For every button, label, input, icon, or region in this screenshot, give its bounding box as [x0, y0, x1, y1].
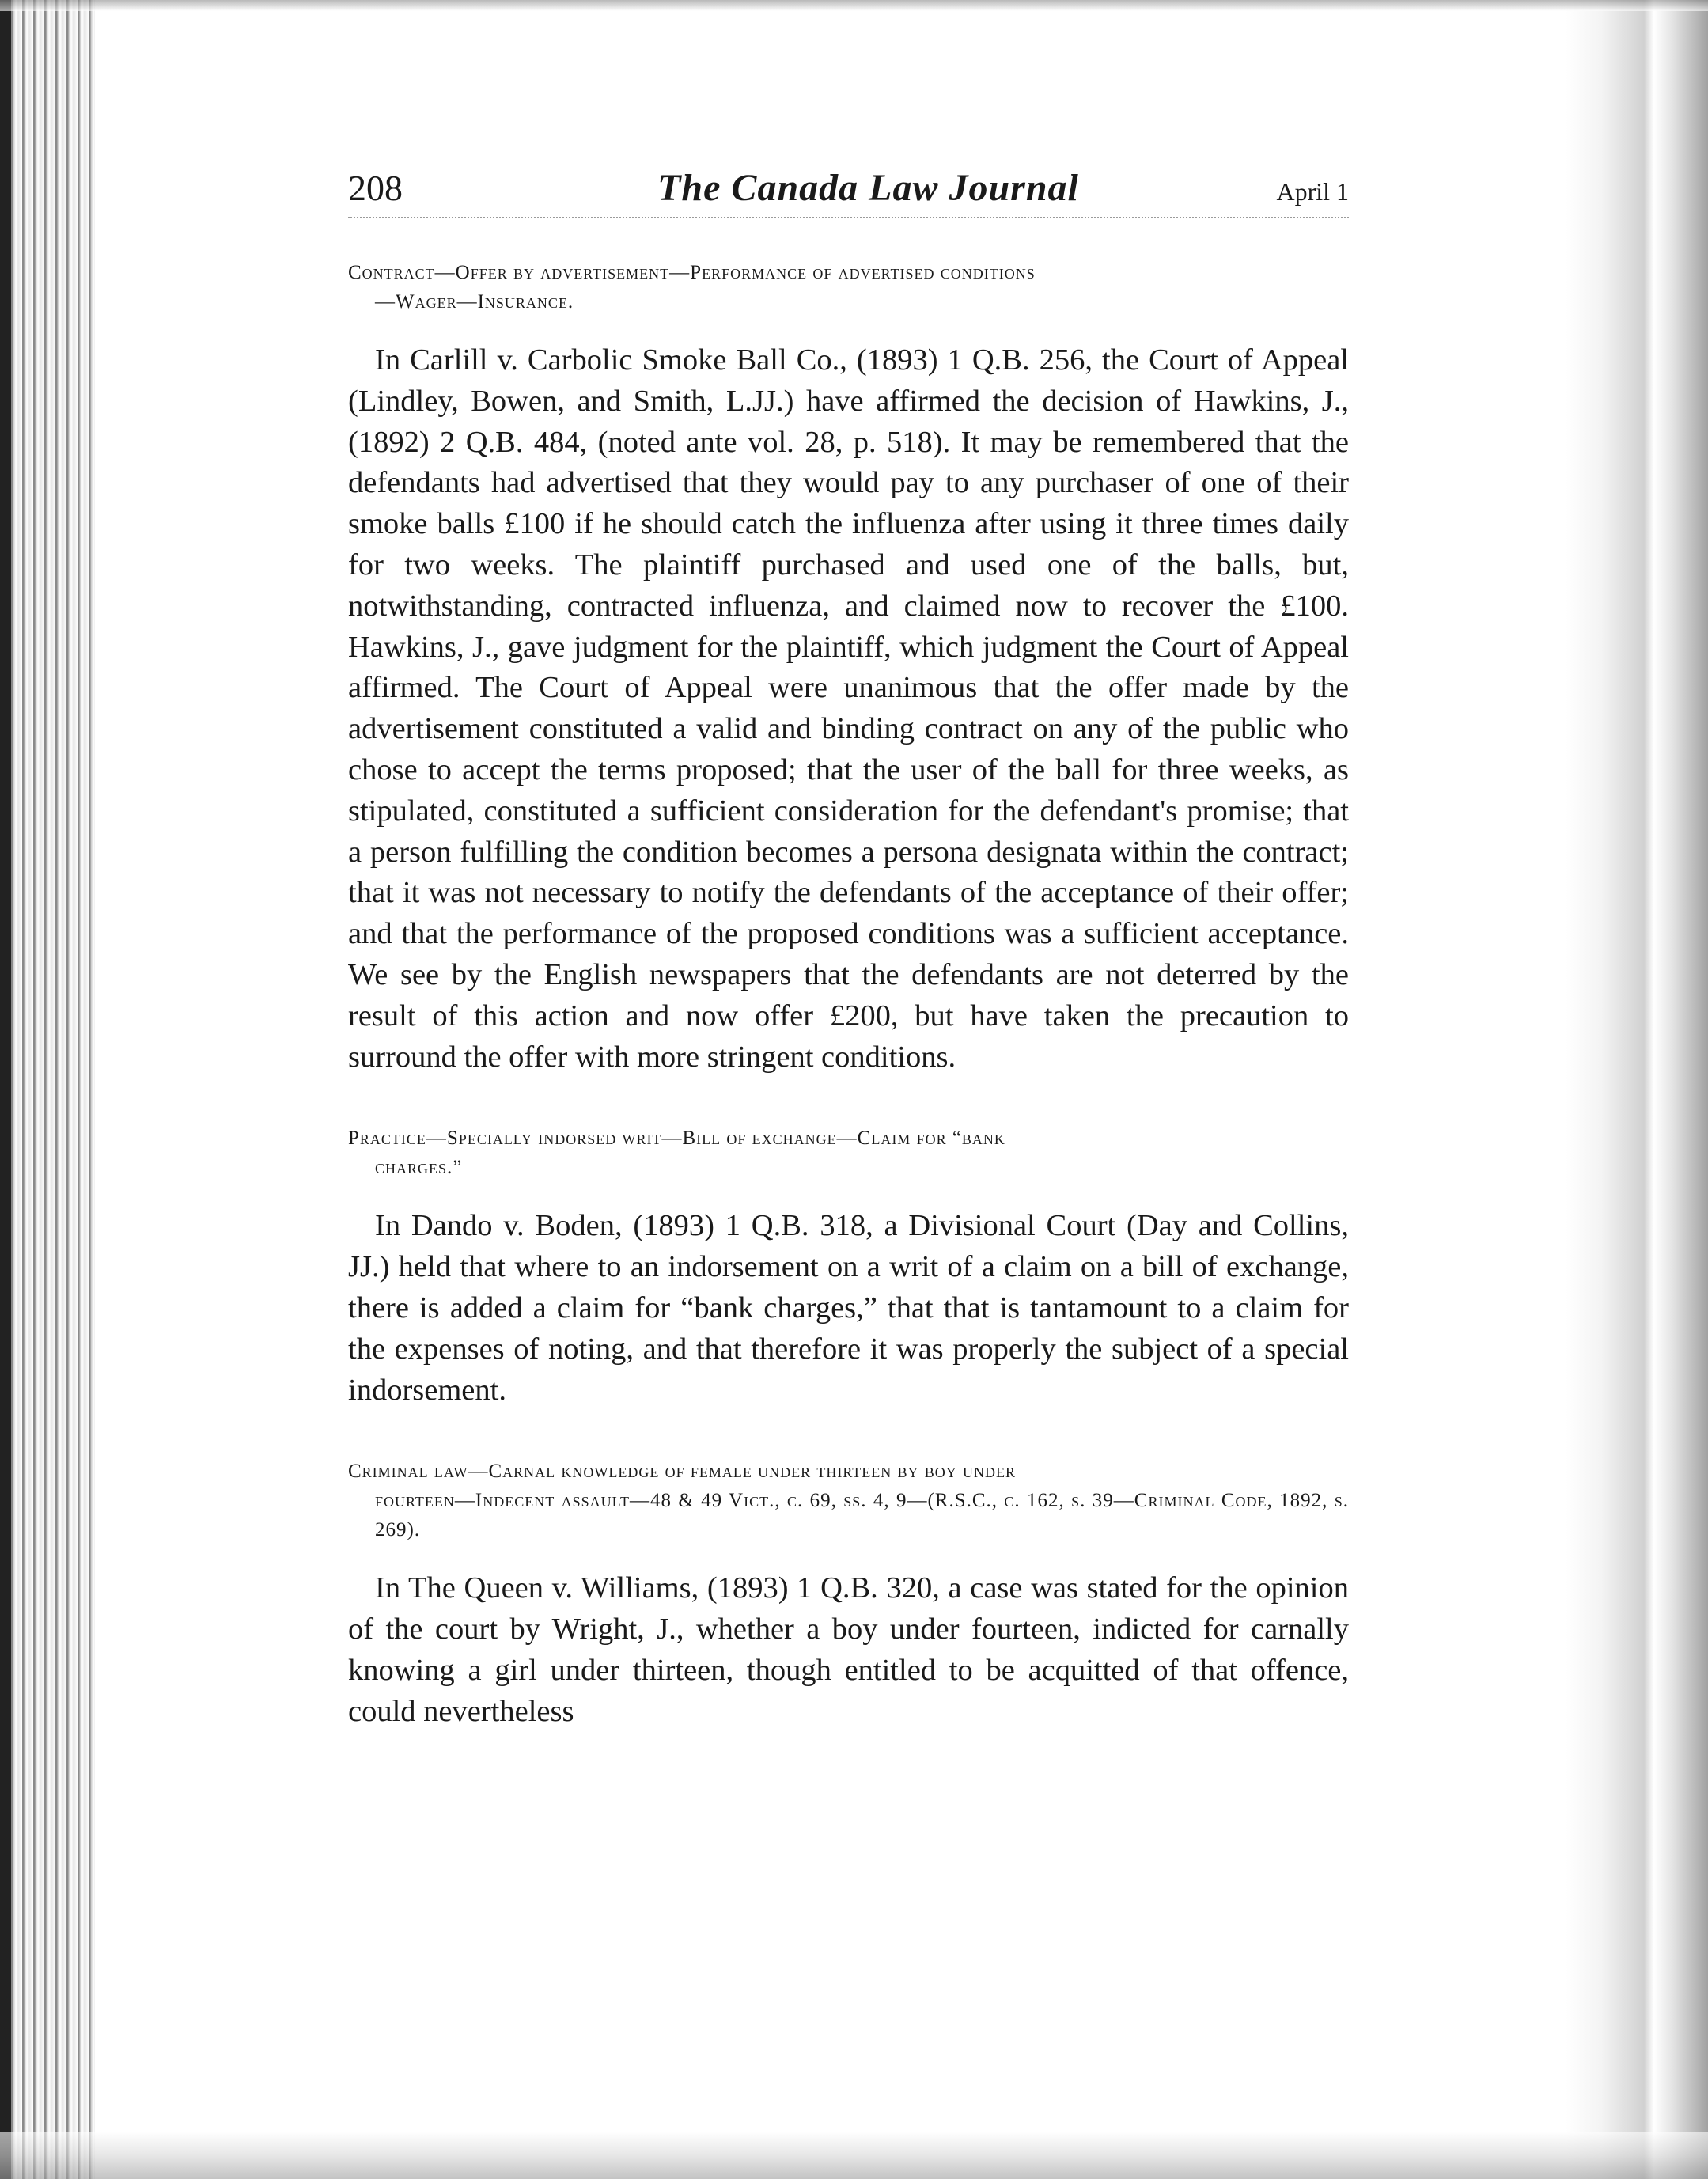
journal-title: The Canada Law Journal	[657, 167, 1079, 209]
section-paragraph: In Carlill v. Carbolic Smoke Ball Co., (1893) 1 Q.B. 256, the Court of Appeal (Lindley, Bowen, and Smith, L.JJ.) have affirmed the decision of Hawkins, J., (1892) 2 Q.B. 484, (noted ante vol. 28, p. 518). It may be remembered that the defendants had advertised that they would pay to any purchaser of one of their smoke balls £100 if he should catch the influenza after using it three times daily for two weeks. The plaintiff purchased and used one of the balls, but, notwithstanding, contracted influenza, and claimed now to recover the £100. Hawkins, J., gave judgment for the plaintiff, which judgment the Court of Appeal affirmed. The Court of Appeal were unanimous that the offer made by the advertisement constituted a valid and binding contract on any of the public who chose to accept the terms proposed; that the user of the ball for three weeks, as stipulated, constituted a sufficient consideration for the defendant's promise; that a person fulfilling the condition becomes a persona designata within the contract; that it was not necessary to notify the defendants of the acceptance of their offer; and that the performance of the proposed conditions was a sufficient acceptance. We see by the English newspapers that the defendants are not deterred by the result of this action and now offer £200, but have taken the precaution to surround the offer with more stringent conditions.	[348, 343, 1349, 1074]
scan-edge-left	[0, 0, 95, 2179]
scan-edge-right	[1566, 0, 1708, 2179]
section-heading-line: —Wager—Insurance.	[375, 291, 574, 313]
page-number: 208	[348, 168, 403, 208]
section-heading	[348, 1457, 1349, 1544]
section-contract	[348, 258, 1349, 1078]
section-paragraph: In Dando v. Boden, (1893) 1 Q.B. 318, a Divisional Court (Day and Collins, JJ.) held that where to an indorsement on a writ of a claim on a bill of exchange, there is added a claim for “bank charges,” that that is tantamount to a claim for the expenses of noting, and that therefore it was properly the subject of a special indorsement.	[348, 1209, 1349, 1407]
section-criminal-law	[348, 1457, 1349, 1732]
scan-edge-bottom	[0, 2132, 1708, 2179]
scan-edge-top	[0, 0, 1708, 11]
page-content	[348, 166, 1349, 1779]
section-heading-line: Practice—Specially indorsed writ—Bill of exchange—Claim for “bank	[348, 1127, 1005, 1150]
section-heading-line: charges.”	[375, 1157, 463, 1179]
section-heading	[348, 258, 1349, 316]
running-header	[348, 166, 1349, 218]
section-heading-line: fourteen—Indecent assault—48 & 49 Vict., c. 69, ss. 4, 9—(R.S.C., c. 162, s. 39—Criminal Code, 1892, s. 269).	[375, 1490, 1349, 1541]
section-paragraph: In The Queen v. Williams, (1893) 1 Q.B. 320, a case was stated for the opinion of the court by Wright, J., whether a boy under fourteen, indicted for carnally knowing a girl under thirteen, though entitled to be acquitted of that offence, could nevertheless	[348, 1571, 1349, 1728]
header-date: April 1	[1276, 177, 1349, 206]
scan-edge-left-dark	[0, 0, 11, 2179]
section-heading-line: Criminal law—Carnal knowledge of female under thirteen by boy under	[348, 1461, 1017, 1483]
section-practice	[348, 1124, 1349, 1411]
section-heading-line: Contract—Offer by advertisement—Performance of advertised conditions	[348, 262, 1036, 283]
section-heading	[348, 1124, 1349, 1182]
